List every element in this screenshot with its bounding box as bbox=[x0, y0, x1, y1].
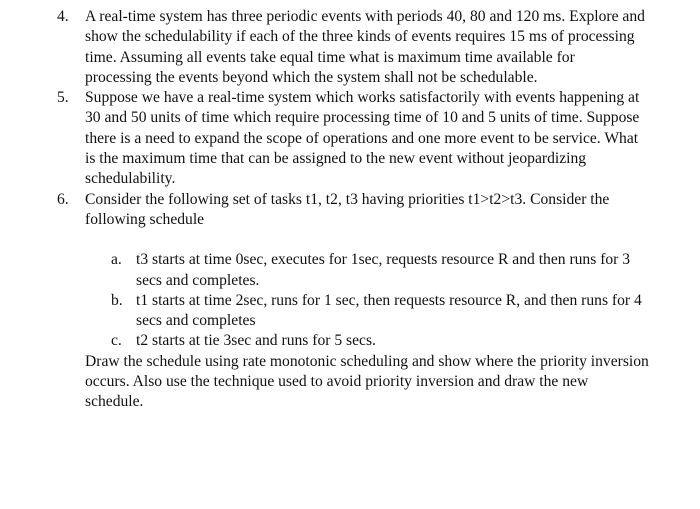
schedule-item-c bbox=[0, 331, 656, 351]
item-label: a. bbox=[111, 251, 122, 269]
question-6-closing: Draw the schedule using rate monotonic scheduling and show where the priority inversion occurs. Also use the technique used to avoid priority inversion and draw the new schedule. bbox=[85, 352, 649, 411]
question-text: A real-time system has three periodic events with periods 40, 80 and 120 ms. Explore and show the schedulability if each of the three kinds of events requires 15 ms of processing time. Assuming all events take equal time what is maximum time available for processing the events beyond which the system shall not be schedulable. bbox=[85, 8, 645, 86]
question-4 bbox=[0, 7, 645, 88]
question-text: Consider the following set of tasks t1, t2, t3 having priorities t1>t2>t3. Consider the following schedule bbox=[85, 190, 610, 228]
question-5 bbox=[0, 88, 645, 189]
question-number: 5. bbox=[57, 89, 69, 107]
item-label: c. bbox=[111, 332, 122, 350]
schedule-list bbox=[0, 250, 700, 351]
item-label: b. bbox=[111, 291, 123, 309]
question-number: 4. bbox=[57, 8, 69, 25]
item-text: t1 starts at time 2sec, runs for 1 sec, then requests resource R, and then runs for 4 secs and completes bbox=[136, 291, 642, 330]
schedule-item-a bbox=[0, 250, 656, 291]
item-text: t3 starts at time 0sec, executes for 1sec, requests resource R and then runs for 3 secs and completes. bbox=[136, 251, 631, 289]
question-sheet bbox=[0, 7, 700, 413]
question-text: Suppose we have a real-time system which works satisfactorily with events happening at 30 and 50 units of time which require processing time of 10 and 5 units of time. Suppose there is a need to expand the scope of operations and one more event to be service. What is the maximum time that can be assigned to the new event without jeopardizing schedulability. bbox=[85, 89, 640, 188]
question-6 bbox=[0, 190, 645, 231]
question-number: 6. bbox=[57, 190, 69, 208]
item-text: t2 starts at tie 3sec and runs for 5 secs. bbox=[136, 332, 376, 350]
schedule-item-b bbox=[0, 291, 656, 332]
